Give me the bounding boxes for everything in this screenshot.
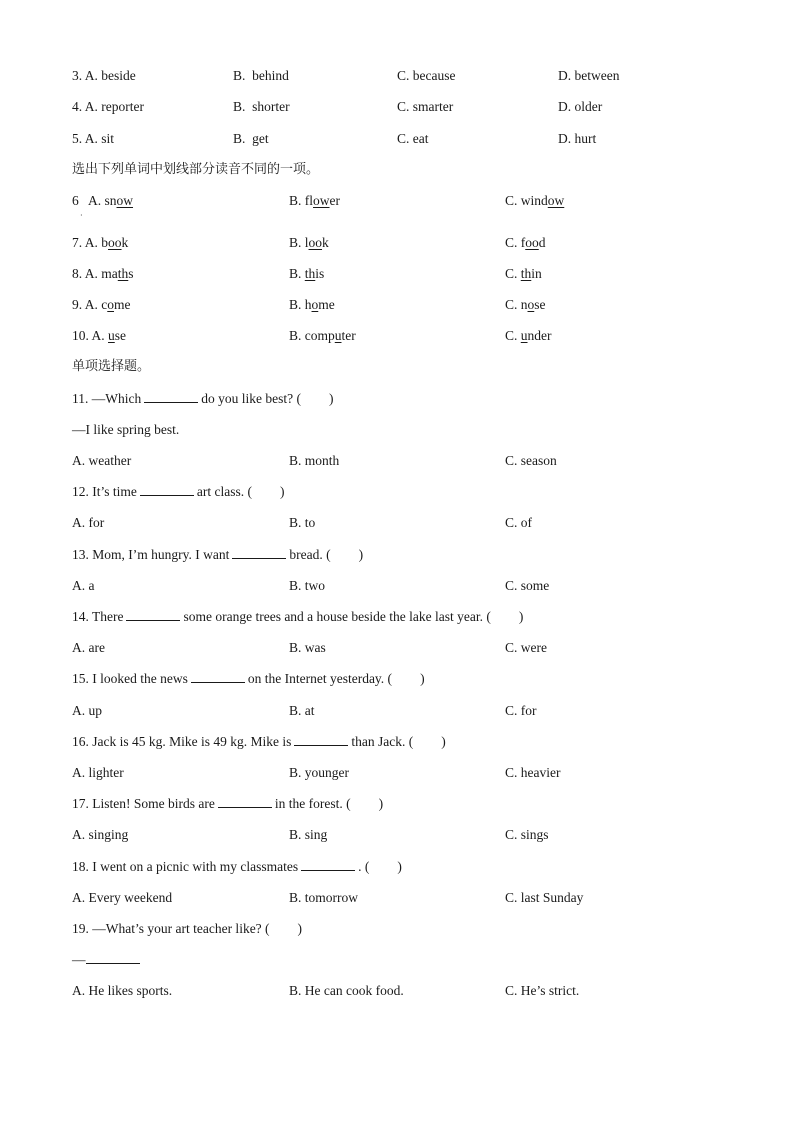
option-d: D. hurt	[558, 131, 597, 146]
option-b: B. this	[289, 266, 325, 281]
option-a: 4. A. reporter	[72, 99, 144, 114]
option-c: C. smarter	[397, 99, 454, 114]
option-b: B. computer	[289, 328, 356, 343]
option-b: B. tomorrow	[289, 890, 358, 905]
answer-blank[interactable]	[191, 669, 245, 683]
option-c: C. food	[505, 235, 546, 250]
option-a: 5. A. sit	[72, 131, 115, 146]
option-c: C. were	[505, 640, 547, 655]
option-a: A. singing	[72, 827, 129, 842]
option-b: B. was	[289, 640, 326, 655]
option-d: D. between	[558, 68, 620, 83]
option-b: B. shorter	[233, 99, 290, 114]
option-c: C. under	[505, 328, 552, 343]
option-b: B. month	[289, 453, 340, 468]
option-a: A. weather	[72, 453, 132, 468]
option-b: B. behind	[233, 68, 289, 83]
option-b: B. to	[289, 515, 316, 530]
option-c: C. some	[505, 578, 550, 593]
answer-blank[interactable]	[140, 482, 194, 496]
option-b: B. He can cook food.	[289, 983, 404, 998]
answer-blank[interactable]	[218, 794, 272, 808]
option-a: A. are	[72, 640, 105, 655]
option-a: 8. A. maths	[72, 266, 134, 281]
option-d: D. older	[558, 99, 603, 114]
option-b: B. flower	[289, 193, 341, 208]
answer-blank[interactable]	[126, 607, 180, 621]
option-c: C. for	[505, 703, 537, 718]
option-a: 9. A. come	[72, 297, 131, 312]
option-c: C. eat	[397, 131, 429, 146]
option-b: B. home	[289, 297, 335, 312]
option-b: B. at	[289, 703, 315, 718]
option-b: B. look	[289, 235, 329, 250]
question-number: 6	[72, 193, 79, 208]
option-a: A. lighter	[72, 765, 124, 780]
option-a: 3. A. beside	[72, 68, 136, 83]
option-a: A. up	[72, 703, 102, 718]
answer-blank[interactable]	[144, 389, 198, 403]
option-b: B. younger	[289, 765, 349, 780]
option-a: 10. A. use	[72, 328, 127, 343]
option-c: C. thin	[505, 266, 542, 281]
option-a: 7. A. book	[72, 235, 129, 250]
option-c: C. season	[505, 453, 557, 468]
option-a: A. He likes sports.	[72, 983, 173, 998]
option-c: C. of	[505, 515, 532, 530]
option-c: C. sings	[505, 827, 549, 842]
option-c: C. nose	[505, 297, 546, 312]
document-page: 3. A. beside B. behind C. because D. between 4. A. reporter B. shorter C. smarter D. older 5. A. sit B. get C. eat D. hurt 选出下列单词中划线部分读音不同的一项。 6 A. snow B. flower C. window · 7. A. book B. look C. food 8. A. maths B. this C. thin 9. A. come B. home C. nose 10. A. use B. computer C. under 单项选择题。 11. —Which do you like best? ( ) —I like spring best. A. weather B. month C. season 12. It’s time art class. ( ) A. for B. to C. of 13. Mom, I’m hungry. I want bread. ( ) A. a B. two C. some 14. There some orange trees and a house beside the lake last year. ( ) A. are B. was C. were 15. I looked the news on the Internet yesterday. ( ) A. up B. at C. for 16. Jack is 45 kg. Mike is 49 kg. Mike is than Jack. ( ) A. lighter B. younger C. heavier 17. Listen! Some birds are in the forest. ( ) A. singing B. sing C. sings 18. I went on a picnic with my classmates . ( ) A. Every weekend B. tomorrow C. last Sunday 19. —What’s your art teacher like? ( ) — A. He likes sports. B. He can cook food. C. He’s strict.	[0, 0, 794, 1123]
option-b: B. two	[289, 578, 326, 593]
answer-blank[interactable]	[232, 545, 286, 559]
option-c: C. window	[505, 193, 565, 208]
stray-dot-mark: ·	[80, 211, 83, 220]
answer-blank[interactable]	[86, 950, 140, 964]
option-c: C. heavier	[505, 765, 561, 780]
answer-blank[interactable]	[301, 857, 355, 871]
option-a: A. snow	[88, 193, 134, 208]
option-a: A. for	[72, 515, 105, 530]
option-b: B. get	[233, 131, 269, 146]
option-c: C. He’s strict.	[505, 983, 580, 998]
option-b: B. sing	[289, 827, 328, 842]
option-c: C. last Sunday	[505, 890, 584, 905]
option-a: A. Every weekend	[72, 890, 173, 905]
option-c: C. because	[397, 68, 456, 83]
option-a: A. a	[72, 578, 95, 593]
answer-blank[interactable]	[294, 732, 348, 746]
